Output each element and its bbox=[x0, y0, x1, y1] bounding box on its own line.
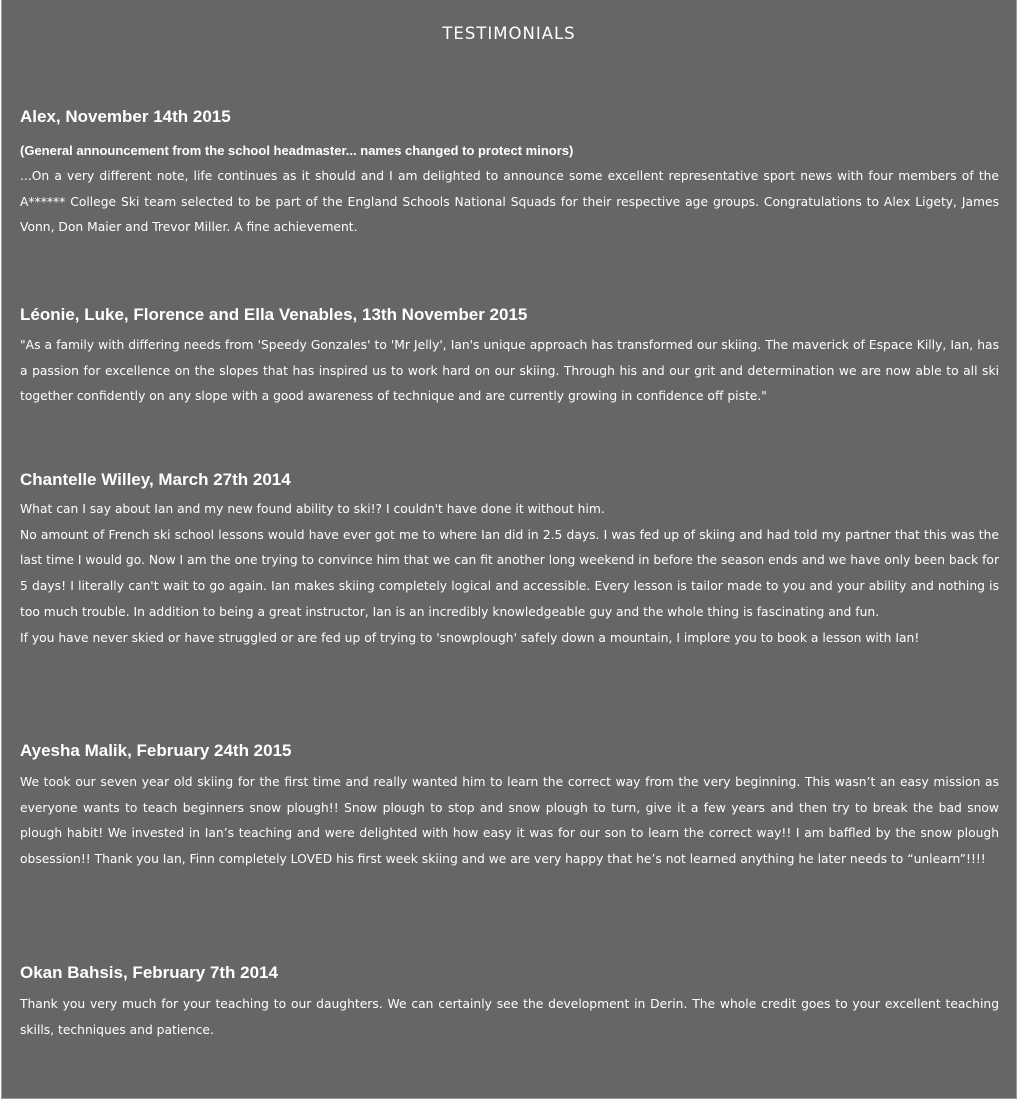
testimonial-note: (General announcement from the school headmaster... names changed to protect minors) bbox=[20, 143, 574, 158]
testimonial-heading: Alex, November 14th 2015 bbox=[20, 107, 231, 126]
page-title: TESTIMONIALS bbox=[442, 24, 576, 43]
testimonial-paragraph: "As a family with differing needs from 'Speedy Gonzales' to 'Mr Jelly', Ian's unique approach has transformed our skiing. The maverick of Espace Killy, Ian, has a passion for excellence on the slopes that has inspired us to work hard on our skiing. Through his and our grit and determination we are now able to all ski together confidently on any slope with a good awareness of technique and are currently growing in confidence off piste." bbox=[20, 338, 999, 404]
testimonial-heading: Okan Bahsis, February 7th 2014 bbox=[20, 963, 278, 982]
testimonial-paragraph: We took our seven year old skiing for the first time and really wanted him to learn the correct way from the very beginning. This wasn’t an easy mission as everyone wants to teach beginners snow plough!! Snow plough to stop and snow plough to turn, give it a few years and then try to break the bad snow plough habit! We invested in Ian’s teaching and were delighted with how easy it was for our son to learn the correct way!! I am baffled by the snow plough obsession!! Thank you Ian, Finn completely LOVED his first week skiing and we are very happy that he’s not learned anything he later needs to “unlearn”!!!! bbox=[20, 775, 999, 867]
testimonial-heading: Léonie, Luke, Florence and Ella Venables, 13th November 2015 bbox=[20, 305, 528, 324]
testimonial-alex bbox=[20, 107, 999, 241]
testimonial-paragraph: ...On a very different note, life continues as it should and I am delighted to announce some excellent representative sport news with four members of the A****** College Ski team selected to be part of the England Schools National Squads for their respective age groups. Congratulations to Alex Ligety, James Vonn, Don Maier and Trevor Miller. A fine achievement. bbox=[20, 169, 999, 235]
testimonials-panel bbox=[1, 0, 1017, 1099]
testimonial-paragraph: What can I say about Ian and my new found ability to ski!? I couldn't have done it without him. bbox=[20, 502, 605, 516]
testimonial-body bbox=[20, 333, 999, 410]
testimonial-body bbox=[20, 497, 999, 651]
testimonial-body bbox=[20, 164, 999, 241]
testimonial-paragraph: No amount of French ski school lessons would have ever got me to where Ian did in 2.5 days. I was fed up of skiing and had told my partner that this was the last time I would go. Now I am the one trying to convince him that we can fit another long weekend in before the season ends and we have only been back for 5 days! I literally can't wait to go again. Ian makes skiing completely logical and accessible. Every lesson is tailor made to you and your ability and nothing is too much trouble. In addition to being a great instructor, Ian is an incredibly knowledgeable guy and the whole thing is fascinating and fun. bbox=[20, 527, 999, 619]
testimonial-venables bbox=[20, 305, 999, 410]
testimonial-body bbox=[20, 992, 999, 1043]
testimonial-heading: Chantelle Willey, March 27th 2014 bbox=[20, 470, 291, 489]
testimonial-paragraph: Thank you very much for your teaching to our daughters. We can certainly see the development in Derin. The whole credit goes to your excellent teaching skills, techniques and patience. bbox=[20, 997, 999, 1037]
testimonial-heading: Ayesha Malik, February 24th 2015 bbox=[20, 741, 292, 760]
testimonial-paragraph: If you have never skied or have struggled or are fed up of trying to 'snowplough' safely down a mountain, I implore you to book a lesson with Ian! bbox=[20, 630, 920, 645]
testimonial-chantelle bbox=[20, 470, 999, 651]
testimonial-okan bbox=[20, 963, 999, 1043]
testimonial-ayesha bbox=[20, 741, 999, 873]
testimonial-body bbox=[20, 770, 999, 873]
